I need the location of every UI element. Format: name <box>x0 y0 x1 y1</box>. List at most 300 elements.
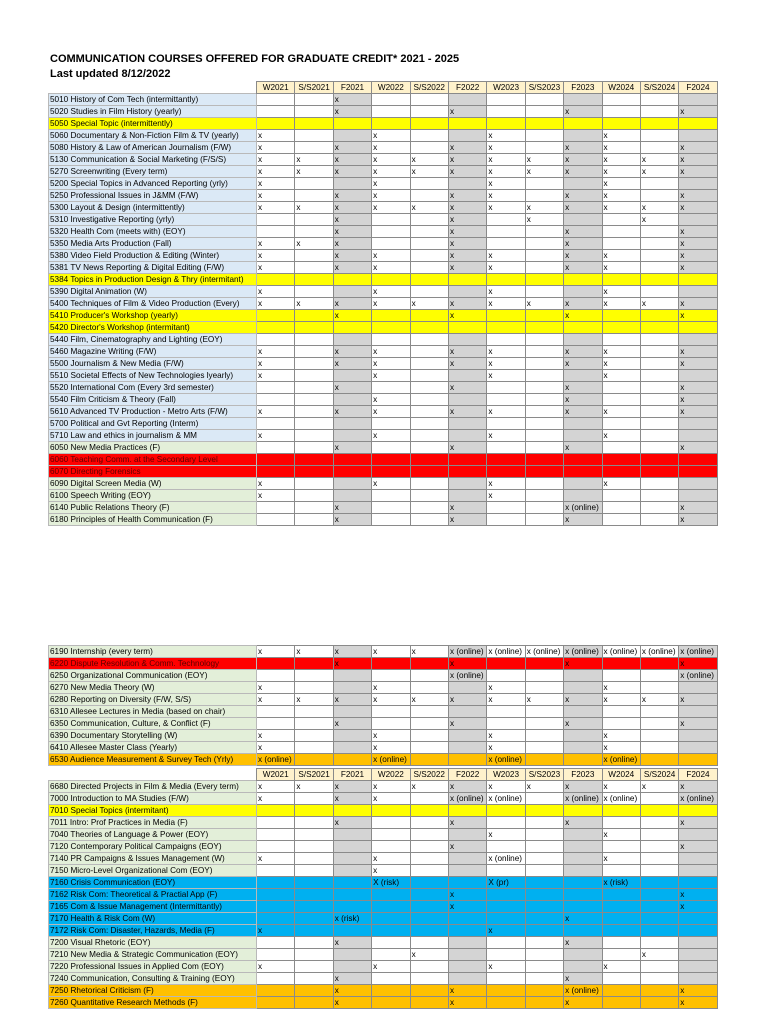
term-cell: x <box>487 250 525 262</box>
term-cell <box>410 370 448 382</box>
term-cell: x <box>448 817 486 829</box>
term-cell <box>640 226 678 238</box>
term-cell <box>257 913 295 925</box>
course-row <box>49 901 718 913</box>
term-cell <box>372 274 410 286</box>
term-cell <box>564 829 602 841</box>
term-cell <box>257 901 295 913</box>
course-row <box>49 466 718 478</box>
term-cell: x <box>487 925 525 937</box>
term-cell <box>448 877 486 889</box>
term-cell <box>295 478 333 490</box>
term-cell <box>679 706 717 718</box>
term-cell <box>487 937 525 949</box>
term-cell: x <box>257 190 295 202</box>
term-cell: x <box>487 682 525 694</box>
term-cell <box>448 730 486 742</box>
term-cell: x <box>257 238 295 250</box>
term-cell <box>525 322 563 334</box>
term-cell <box>602 490 640 502</box>
term-cell: x <box>564 142 602 154</box>
term-cell <box>640 841 678 853</box>
term-cell <box>679 754 717 766</box>
term-cell <box>640 274 678 286</box>
term-cell: X (pr) <box>487 877 525 889</box>
term-cell: x <box>410 166 448 178</box>
term-cell <box>372 841 410 853</box>
term-cell <box>525 793 563 805</box>
term-cell: x <box>525 202 563 214</box>
term-cell <box>257 829 295 841</box>
term-cell: x <box>679 142 717 154</box>
term-header: F2021 <box>333 769 371 781</box>
term-cell: x <box>679 889 717 901</box>
term-cell: x <box>487 202 525 214</box>
term-cell <box>295 274 333 286</box>
course-row <box>49 226 718 238</box>
term-cell <box>640 829 678 841</box>
term-cell: x <box>333 973 371 985</box>
term-cell <box>257 334 295 346</box>
term-cell: x <box>525 154 563 166</box>
term-cell: x <box>257 346 295 358</box>
term-cell <box>525 973 563 985</box>
course-name: 7010 Special Topics (intermitant) <box>49 805 257 817</box>
term-cell: x <box>679 262 717 274</box>
course-row <box>49 706 718 718</box>
course-name: 5384 Topics in Production Design & Thry (intermitant) <box>49 274 257 286</box>
term-cell <box>295 682 333 694</box>
term-cell: x <box>564 238 602 250</box>
term-cell: x <box>679 346 717 358</box>
term-cell <box>679 274 717 286</box>
term-cell: x <box>679 997 717 1009</box>
course-row <box>49 985 718 997</box>
term-cell <box>448 913 486 925</box>
course-table-3 <box>48 768 718 1009</box>
term-cell <box>410 286 448 298</box>
course-name: 7240 Communication, Consulting & Training (EOY) <box>49 973 257 985</box>
term-cell: x <box>564 658 602 670</box>
term-cell: x <box>602 202 640 214</box>
term-cell: x <box>410 154 448 166</box>
term-cell <box>525 937 563 949</box>
term-cell: x <box>448 358 486 370</box>
course-name: 5130 Communication & Social Marketing (F/S/S) <box>49 154 257 166</box>
term-cell <box>372 817 410 829</box>
term-cell <box>640 817 678 829</box>
term-cell <box>487 466 525 478</box>
term-cell <box>602 817 640 829</box>
course-name: 6390 Documentary Storytelling (W) <box>49 730 257 742</box>
term-cell <box>372 466 410 478</box>
term-cell: x <box>257 178 295 190</box>
term-cell: x <box>679 154 717 166</box>
term-cell: x <box>602 286 640 298</box>
course-row <box>49 514 718 526</box>
term-header: W2021 <box>257 769 295 781</box>
term-cell: x <box>525 166 563 178</box>
term-cell <box>602 454 640 466</box>
course-row <box>49 370 718 382</box>
term-cell <box>372 382 410 394</box>
page-title: COMMUNICATION COURSES OFFERED FOR GRADUATE CREDIT* 2021 - 2025 <box>50 53 460 65</box>
term-cell <box>487 658 525 670</box>
course-name: 6050 New Media Practices (F) <box>49 442 257 454</box>
term-cell: x <box>372 346 410 358</box>
term-cell: x <box>564 154 602 166</box>
term-cell: x (online) <box>448 670 486 682</box>
term-cell <box>525 238 563 250</box>
term-cell <box>410 730 448 742</box>
term-cell: x <box>410 298 448 310</box>
term-header: F2023 <box>564 769 602 781</box>
term-cell <box>564 322 602 334</box>
term-cell: x <box>333 238 371 250</box>
course-row <box>49 865 718 877</box>
term-cell <box>410 466 448 478</box>
term-cell: x <box>564 442 602 454</box>
term-cell: x <box>333 985 371 997</box>
term-cell: x <box>372 430 410 442</box>
term-cell <box>679 118 717 130</box>
term-cell <box>372 670 410 682</box>
term-cell: x <box>448 406 486 418</box>
term-cell <box>640 658 678 670</box>
term-cell <box>333 466 371 478</box>
term-cell: x <box>679 310 717 322</box>
term-cell: x <box>487 829 525 841</box>
term-cell: x <box>295 781 333 793</box>
term-header: W2024 <box>602 82 640 94</box>
term-cell <box>448 466 486 478</box>
course-name: 7160 Crisis Communication (EOY) <box>49 877 257 889</box>
term-cell <box>564 805 602 817</box>
term-cell: x <box>448 514 486 526</box>
term-cell <box>602 514 640 526</box>
term-cell <box>602 334 640 346</box>
term-cell <box>448 865 486 877</box>
term-cell: x <box>679 106 717 118</box>
term-cell <box>295 346 333 358</box>
course-name: 5440 Film, Cinematography and Lighting (EOY) <box>49 334 257 346</box>
term-cell: x <box>448 166 486 178</box>
term-cell <box>295 106 333 118</box>
term-cell: x <box>333 937 371 949</box>
term-cell <box>333 490 371 502</box>
term-cell: x <box>295 166 333 178</box>
term-cell <box>602 670 640 682</box>
term-cell: x <box>333 142 371 154</box>
course-name: 7140 PR Campaigns & Issues Management (W) <box>49 853 257 865</box>
term-cell: x <box>602 358 640 370</box>
term-cell <box>410 118 448 130</box>
term-cell <box>295 418 333 430</box>
term-cell <box>372 94 410 106</box>
term-cell <box>333 865 371 877</box>
term-cell: x <box>564 997 602 1009</box>
term-cell <box>525 190 563 202</box>
term-cell <box>640 742 678 754</box>
term-cell <box>525 346 563 358</box>
term-cell: x <box>679 781 717 793</box>
term-cell: x <box>679 238 717 250</box>
course-name: 7170 Health & Risk Com (W) <box>49 913 257 925</box>
course-name: 5710 Law and ethics in journalism & MM <box>49 430 257 442</box>
term-cell <box>640 142 678 154</box>
term-cell <box>257 394 295 406</box>
term-cell: x (online) <box>487 853 525 865</box>
term-cell <box>295 370 333 382</box>
term-cell: x <box>372 961 410 973</box>
term-cell: x <box>564 382 602 394</box>
term-cell <box>295 841 333 853</box>
term-cell <box>448 130 486 142</box>
term-cell: x <box>333 781 371 793</box>
course-row <box>49 742 718 754</box>
term-cell: x <box>333 514 371 526</box>
term-cell <box>487 706 525 718</box>
term-cell: x <box>640 166 678 178</box>
term-cell <box>410 742 448 754</box>
term-cell <box>525 118 563 130</box>
course-row <box>49 310 718 322</box>
term-cell <box>525 889 563 901</box>
term-cell <box>602 889 640 901</box>
term-cell <box>448 682 486 694</box>
term-cell <box>333 430 371 442</box>
term-cell <box>602 214 640 226</box>
term-cell: x <box>448 190 486 202</box>
course-row <box>49 658 718 670</box>
term-cell: x <box>564 913 602 925</box>
term-cell: x <box>372 358 410 370</box>
term-cell: x <box>487 406 525 418</box>
term-header: F2022 <box>448 82 486 94</box>
course-name: 6100 Speech Writing (EOY) <box>49 490 257 502</box>
term-cell <box>602 949 640 961</box>
term-cell: x <box>679 718 717 730</box>
term-cell <box>525 226 563 238</box>
term-cell: x <box>448 781 486 793</box>
term-cell <box>333 178 371 190</box>
term-cell: x <box>487 262 525 274</box>
term-cell <box>640 937 678 949</box>
term-cell <box>487 805 525 817</box>
term-header: F2021 <box>333 82 371 94</box>
term-cell: x <box>679 442 717 454</box>
header-spacer <box>49 769 257 781</box>
term-cell <box>640 370 678 382</box>
term-cell <box>410 262 448 274</box>
course-row <box>49 382 718 394</box>
term-cell <box>410 274 448 286</box>
course-row <box>49 418 718 430</box>
term-cell: x (online) <box>602 646 640 658</box>
term-cell: x <box>487 142 525 154</box>
term-cell <box>295 406 333 418</box>
term-cell <box>487 106 525 118</box>
term-cell <box>410 322 448 334</box>
term-cell <box>372 118 410 130</box>
term-cell: x <box>679 358 717 370</box>
term-cell <box>333 730 371 742</box>
term-cell <box>525 829 563 841</box>
term-cell: x <box>257 262 295 274</box>
term-cell: x <box>333 793 371 805</box>
term-cell: x <box>372 853 410 865</box>
term-cell <box>372 658 410 670</box>
term-cell: x <box>333 718 371 730</box>
term-cell: x <box>564 406 602 418</box>
term-cell <box>448 754 486 766</box>
term-cell <box>295 754 333 766</box>
course-name: 5350 Media Arts Production (Fall) <box>49 238 257 250</box>
course-row <box>49 322 718 334</box>
term-cell <box>564 370 602 382</box>
term-cell: x <box>410 202 448 214</box>
course-row <box>49 670 718 682</box>
term-cell: x (online) <box>448 793 486 805</box>
term-cell: x <box>448 382 486 394</box>
term-cell: x <box>333 202 371 214</box>
term-cell <box>372 490 410 502</box>
term-cell <box>257 214 295 226</box>
term-cell <box>295 334 333 346</box>
term-cell <box>525 310 563 322</box>
term-cell: x <box>640 298 678 310</box>
term-cell <box>410 901 448 913</box>
term-cell <box>372 889 410 901</box>
term-cell <box>487 949 525 961</box>
term-cell: x <box>602 166 640 178</box>
term-cell <box>679 730 717 742</box>
term-cell <box>487 817 525 829</box>
course-name: 5060 Documentary & Non-Fiction Film & TV (yearly) <box>49 130 257 142</box>
term-cell: x <box>487 478 525 490</box>
term-cell <box>372 322 410 334</box>
term-cell <box>525 334 563 346</box>
term-cell <box>372 805 410 817</box>
term-cell: x <box>564 250 602 262</box>
term-cell <box>333 418 371 430</box>
term-cell <box>525 877 563 889</box>
term-cell <box>487 322 525 334</box>
term-cell <box>564 94 602 106</box>
course-row <box>49 781 718 793</box>
term-cell <box>640 706 678 718</box>
term-cell <box>372 454 410 466</box>
term-cell: x <box>372 781 410 793</box>
course-name: 5400 Techniques of Film & Video Production (Every) <box>49 298 257 310</box>
term-cell <box>640 250 678 262</box>
course-name: 5080 History & Law of American Journalism (F/W) <box>49 142 257 154</box>
term-cell <box>295 322 333 334</box>
term-cell: x <box>487 730 525 742</box>
term-cell <box>525 142 563 154</box>
term-cell <box>487 718 525 730</box>
term-cell: x <box>487 490 525 502</box>
term-cell: x <box>448 694 486 706</box>
course-name: 5050 Special Topic (intermittently) <box>49 118 257 130</box>
term-cell <box>410 514 448 526</box>
course-row <box>49 154 718 166</box>
term-cell: x <box>257 925 295 937</box>
term-cell: x <box>487 178 525 190</box>
course-name: 5310 Investigative Reporting (yrly) <box>49 214 257 226</box>
term-cell <box>410 913 448 925</box>
term-cell <box>487 997 525 1009</box>
term-cell: x <box>372 130 410 142</box>
course-name: 6190 Internship (every term) <box>49 646 257 658</box>
term-cell <box>640 406 678 418</box>
term-cell <box>564 925 602 937</box>
term-cell: x <box>372 286 410 298</box>
term-cell <box>295 670 333 682</box>
term-cell: x <box>448 442 486 454</box>
term-cell <box>257 442 295 454</box>
term-cell: x <box>257 202 295 214</box>
term-cell <box>640 478 678 490</box>
term-cell: x (risk) <box>333 913 371 925</box>
term-cell <box>602 94 640 106</box>
term-cell: x (online) <box>679 670 717 682</box>
term-cell <box>257 973 295 985</box>
term-cell: x <box>602 130 640 142</box>
term-cell <box>525 985 563 997</box>
term-cell: x (online) <box>679 646 717 658</box>
term-cell: x <box>372 406 410 418</box>
course-name: 7165 Com & Issue Management (Intermittantly) <box>49 901 257 913</box>
term-header: W2023 <box>487 769 525 781</box>
course-row <box>49 793 718 805</box>
term-cell <box>448 829 486 841</box>
term-cell: x <box>448 262 486 274</box>
course-row <box>49 973 718 985</box>
term-cell: x <box>679 382 717 394</box>
term-cell: x <box>602 781 640 793</box>
term-cell <box>525 901 563 913</box>
term-cell <box>410 454 448 466</box>
term-cell <box>372 106 410 118</box>
term-cell: x <box>295 298 333 310</box>
term-cell <box>640 106 678 118</box>
term-cell: x <box>333 154 371 166</box>
course-row <box>49 502 718 514</box>
course-row <box>49 877 718 889</box>
term-cell <box>525 730 563 742</box>
term-header: F2024 <box>679 769 717 781</box>
term-cell <box>333 841 371 853</box>
term-cell <box>333 829 371 841</box>
term-cell <box>410 865 448 877</box>
term-cell: x <box>333 346 371 358</box>
term-cell <box>257 805 295 817</box>
term-cell <box>602 442 640 454</box>
term-cell <box>525 742 563 754</box>
term-cell <box>640 853 678 865</box>
term-cell <box>372 238 410 250</box>
term-cell <box>640 322 678 334</box>
term-cell <box>295 817 333 829</box>
term-cell <box>679 286 717 298</box>
term-cell: x <box>333 298 371 310</box>
term-cell: x <box>410 694 448 706</box>
term-cell <box>525 106 563 118</box>
term-cell <box>525 925 563 937</box>
term-cell <box>448 178 486 190</box>
term-cell: x <box>564 817 602 829</box>
